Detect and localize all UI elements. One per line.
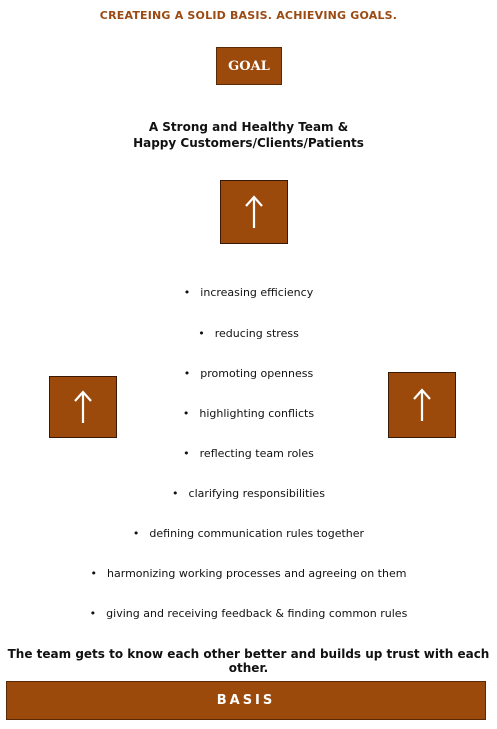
goal-line-2: Happy Customers/Clients/Patients	[133, 136, 364, 150]
goal-description	[0, 119, 497, 151]
list-item: • defining communication rules together	[132, 527, 365, 540]
list-item: • highlighting conflicts	[182, 407, 315, 420]
list-item: • reflecting team roles	[183, 447, 314, 460]
list-item: • reducing stress	[198, 327, 299, 340]
goal-box: GOAL	[216, 47, 282, 85]
list-item: • clarifying responsibilities	[172, 487, 325, 500]
right-arrow-box	[388, 372, 456, 438]
page-title: CREATEING A SOLID BASIS. ACHIEVING GOALS.	[99, 9, 398, 22]
list-item: • increasing efficiency	[183, 286, 314, 299]
center-arrow-box	[220, 180, 288, 244]
list-item: • giving and receiving feedback & finding common rules	[89, 607, 408, 620]
basis-box: BASIS	[6, 681, 486, 720]
list-item: • harmonizing working processes and agreeing on them	[90, 567, 407, 580]
list-item: • promoting openness	[183, 367, 314, 380]
summary-text: The team gets to know each other better and builds up trust with each other.	[7, 647, 490, 675]
arrow-up-icon	[244, 194, 264, 230]
goal-line-1: A Strong and Healthy Team &	[148, 120, 349, 134]
